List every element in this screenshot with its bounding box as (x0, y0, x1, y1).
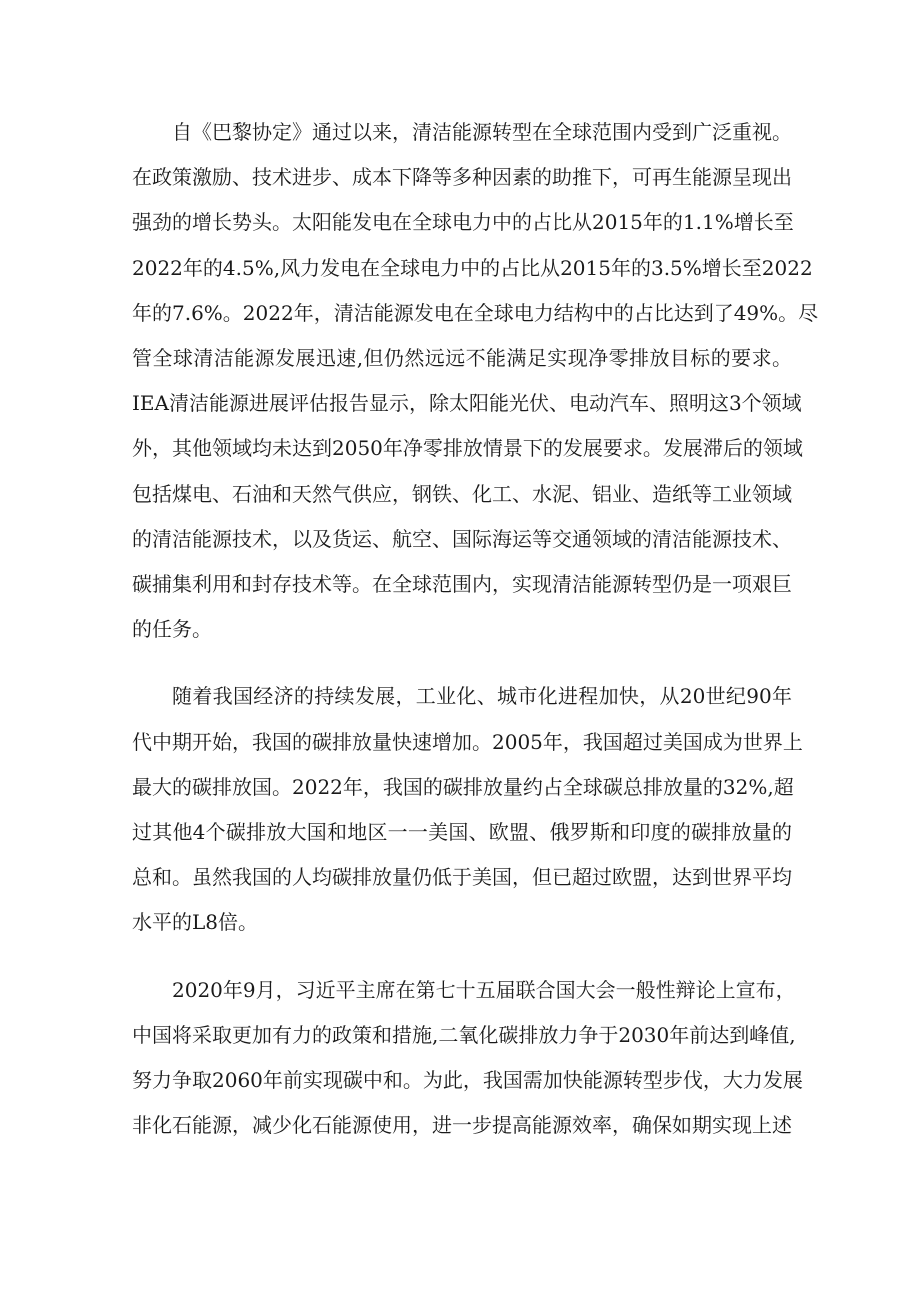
text-line: 的任务。 (132, 617, 212, 642)
text-line: 非化石能源，减少化石能源使用，进一步提高能源效率，确保如期实现上述 (132, 1113, 792, 1138)
text-line: 总和。虽然我国的人均碳排放量仍低于美国，但已超过欧盟，达到世界平均 (132, 865, 792, 890)
paragraph-china-carbon-emissions (132, 674, 803, 945)
text-line: 年的7.6%。2022年，清洁能源发电在全球电力结构中的占比达到了49%。尽 (132, 300, 819, 325)
text-line: 中国将采取更加有力的政策和措施,二氧化碳排放力争于2030年前达到峰值, (132, 1022, 796, 1047)
text-line: 碳捕集利用和封存技术等。在全球范围内，实现清洁能源转型仍是一项艰巨 (132, 572, 792, 597)
text-line: 过其他4个碳排放大国和地区一一美国、欧盟、俄罗斯和印度的碳排放量的 (132, 820, 792, 845)
text-line: 代中期开始，我国的碳排放量快速增加。2005年，我国超过美国成为世界上 (132, 729, 803, 754)
text-line: 自《巴黎协定》通过以来，清洁能源转型在全球范围内受到广泛重视。 (172, 120, 792, 144)
text-line: 随着我国经济的持续发展，工业化、城市化进程加快，从20世纪90年 (172, 684, 792, 709)
text-line: 水平的L8倍。 (132, 910, 259, 935)
text-line: IEA清洁能源进展评估报告显示，除太阳能光伏、电动汽车、照明这3个领域 (132, 391, 802, 416)
text-line: 最大的碳排放国。2022年，我国的碳排放量约占全球碳总排放量的32%,超 (132, 774, 794, 799)
paragraph-carbon-neutrality-goals (132, 968, 803, 1149)
text-line: 强劲的增长势头。太阳能发电在全球电力中的占比从2015年的1.1%增长至 (132, 210, 794, 235)
text-line: 努力争取2060年前实现碳中和。为此，我国需加快能源转型步伐，大力发展 (132, 1068, 803, 1093)
text-line: 2022年的4.5%,风力发电在全球电力中的占比从2015年的3.5%增长至2022 (132, 255, 813, 280)
text-line: 管全球清洁能源发展迅速,但仍然远远不能满足实现净零排放目标的要求。 (132, 346, 792, 371)
text-line: 在政策激励、技术进步、成本下降等多种因素的助推下，可再生能源呈现出 (132, 165, 792, 190)
text-line: 的清洁能源技术，以及货运、航空、国际海运等交通领域的清洁能源技术、 (132, 526, 792, 551)
document-body (132, 110, 819, 1148)
text-line: 包括煤电、石油和天然气供应，钢铁、化工、水泥、铝业、造纸等工业领域 (132, 481, 792, 506)
paragraph-clean-energy-transition (132, 110, 819, 652)
text-line: 外，其他领域均未达到2050年净零排放情景下的发展要求。发展滞后的领域 (132, 436, 803, 461)
text-line: 2020年9月，习近平主席在第七十五届联合国大会一般性辩论上宣布， (172, 977, 796, 1002)
